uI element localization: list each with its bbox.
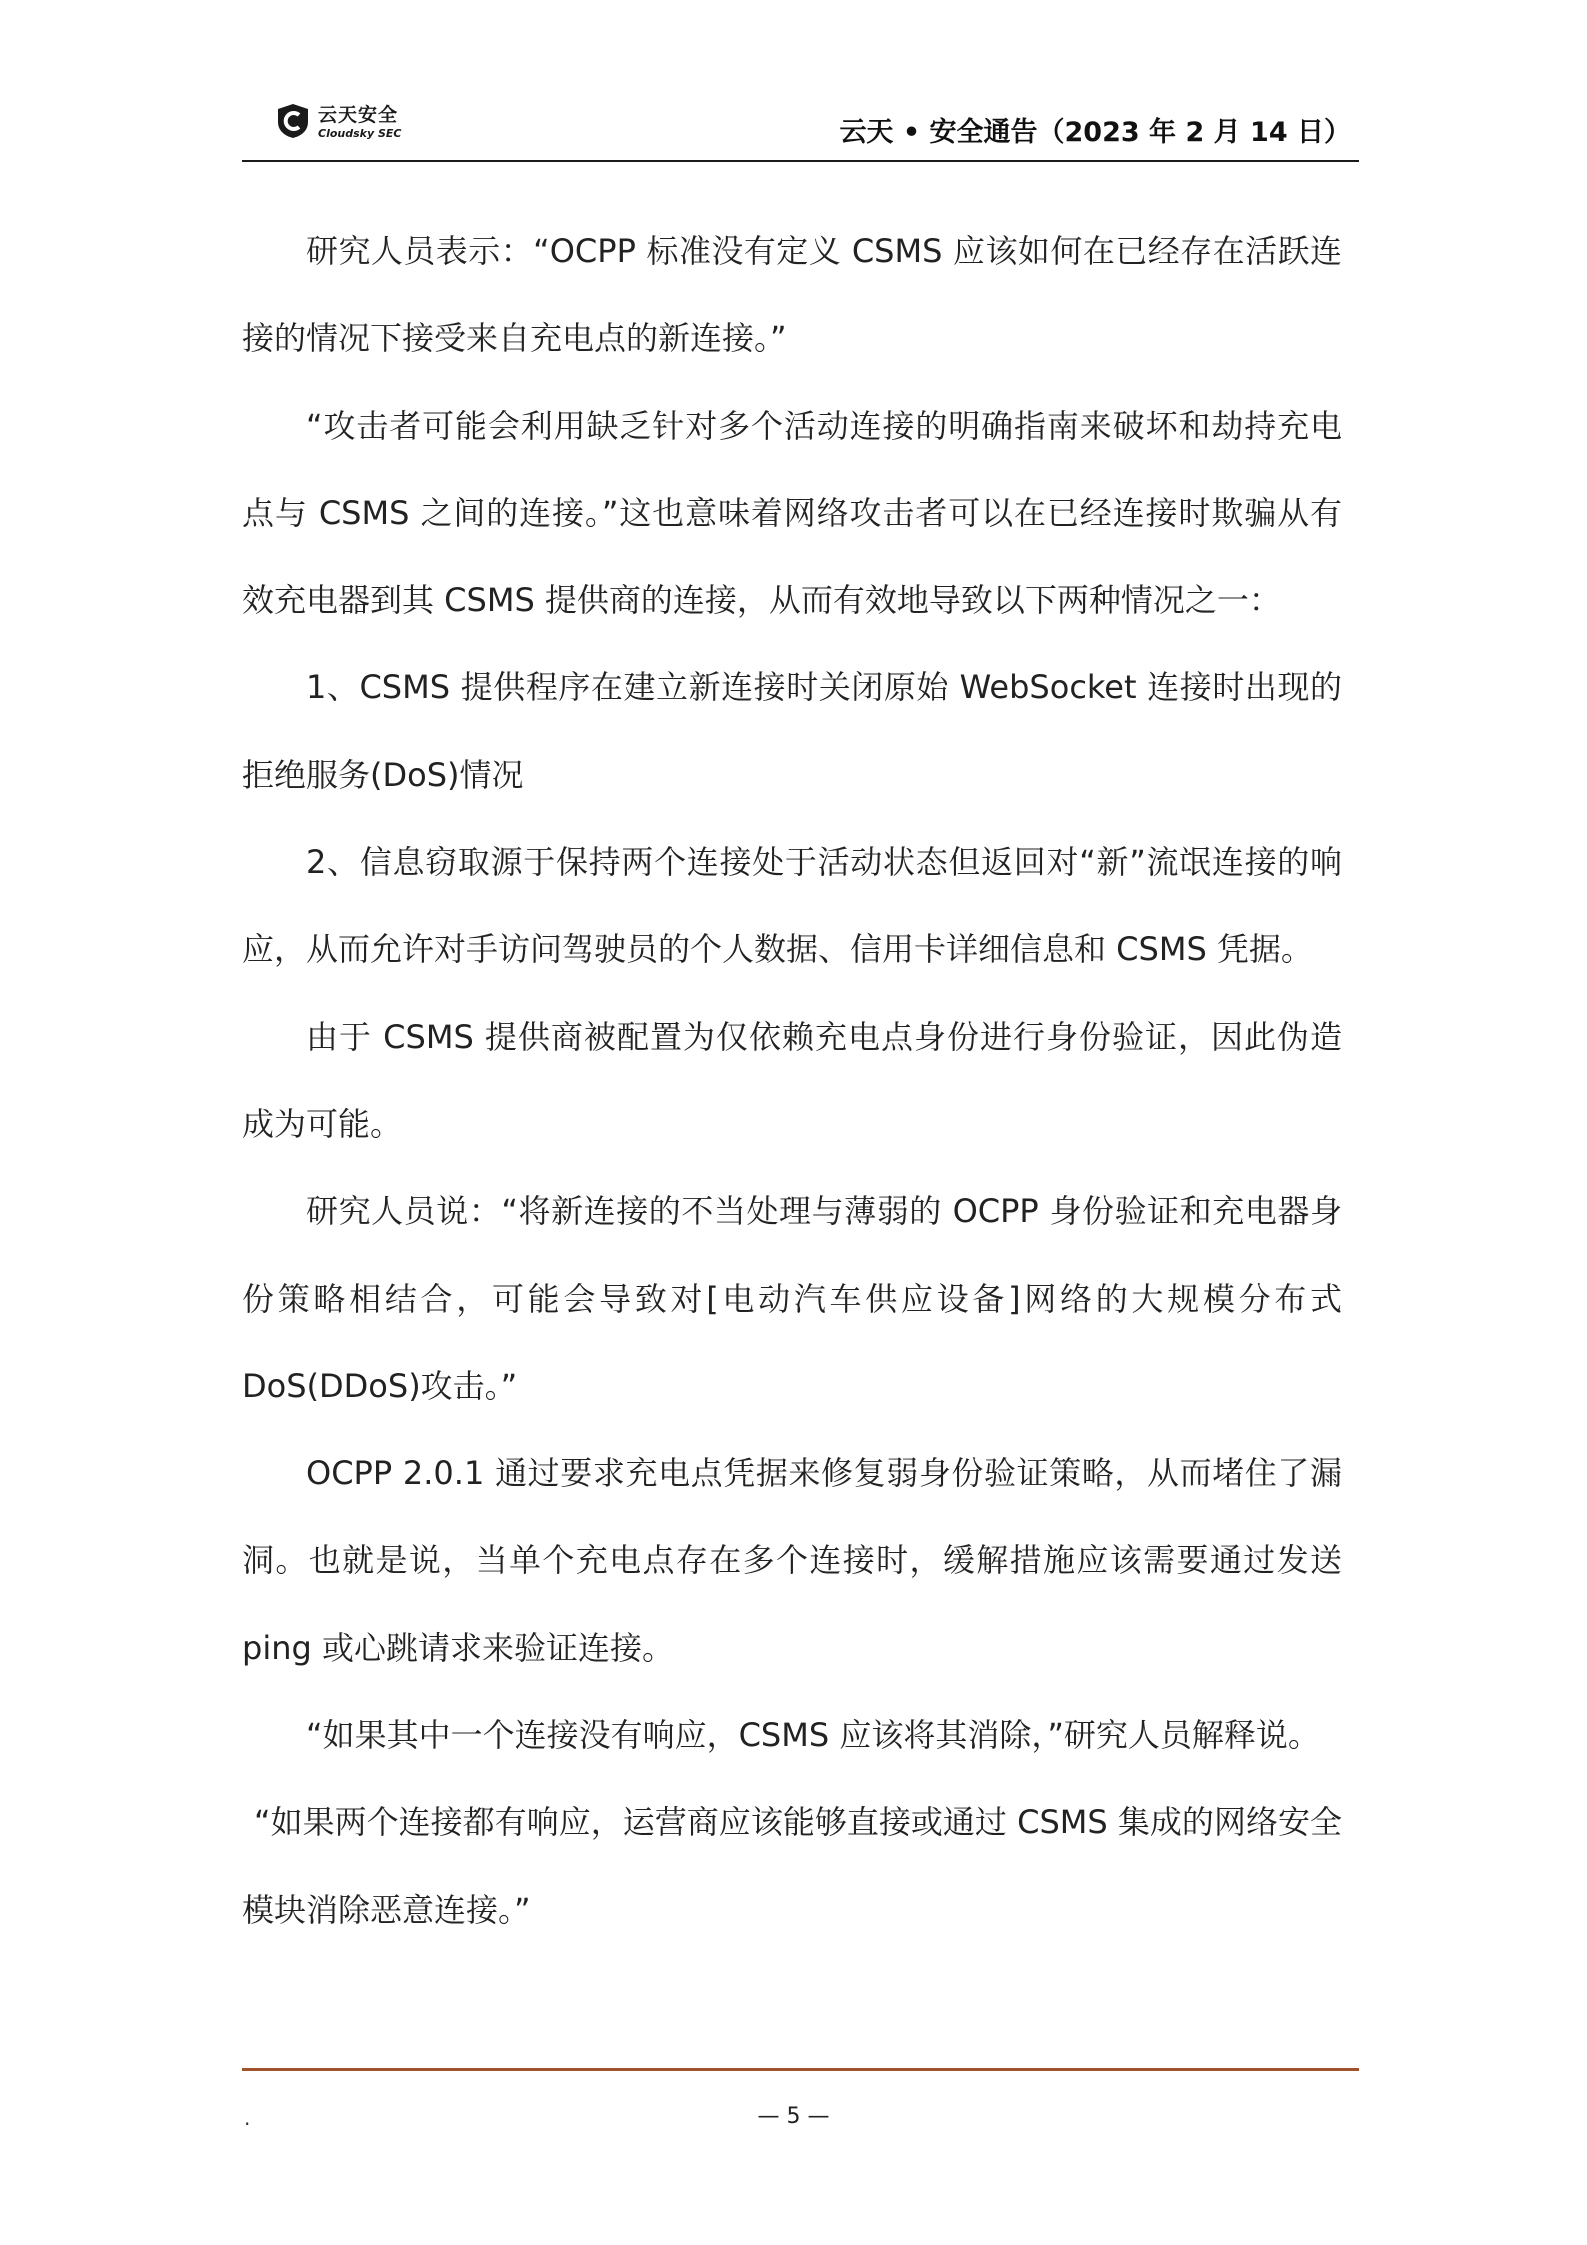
paragraph: 研究人员说：“将新连接的不当处理与薄弱的 OCPP 身份验证和充电器身份策略相结合，可能会导致对[电动汽车供应设备]网络的大规模分布式 DoS(DDoS)攻击。” [242, 1192, 1342, 1405]
paragraph: OCPP 2.0.1 通过要求充电点凭据来修复弱身份验证策略，从而堵住了漏洞。也就是说，当单个充电点存在多个连接时，缓解措施应该需要通过发送 ping 或心跳请求来验证连接。 [242, 1454, 1342, 1667]
cloudsky-logo [274, 100, 434, 148]
paragraph: “如果其中一个连接没有响应，CSMS 应该将其消除，”研究人员解释说。 [306, 1716, 1320, 1755]
shield-logo-icon [274, 102, 312, 140]
bulletin-title: 云天 • 安全通告（2023 年 2 月 14 日） [839, 117, 1351, 148]
paragraph: 2、信息窃取源于保持两个连接处于活动状态但返回对“新”流氓连接的响应，从而允许对手访问驾驶员的个人数据、信用卡详细信息和 CSMS 凭据。 [242, 843, 1342, 969]
page-header [242, 92, 1359, 160]
page-number: — 5 — [757, 2104, 830, 2129]
paragraph: 由于 CSMS 提供商被配置为仅依赖充电点身份进行身份验证，因此伪造成为可能。 [242, 1017, 1342, 1143]
logo-english-text: Cloudsky SEC [318, 127, 402, 140]
header-divider [242, 160, 1359, 162]
logo-chinese-text: 云天安全 [318, 104, 399, 126]
paragraph: “如果两个连接都有响应，运营商应该能够直接或通过 CSMS 集成的网络安全模块消除恶意连接。” [242, 1803, 1342, 1929]
article-body [242, 208, 1342, 1954]
footer-divider [242, 2068, 1359, 2071]
paragraph: 研究人员表示：“OCPP 标准没有定义 CSMS 应该如何在已经存在活跃连接的情况下接受来自充电点的新连接。” [242, 232, 1342, 358]
footer-dot: . [244, 2106, 251, 2130]
paragraph: “攻击者可能会利用缺乏针对多个活动连接的明确指南来破坏和劫持充电点与 CSMS 之间的连接。”这也意味着网络攻击者可以在已经连接时欺骗从有效充电器到其 CSMS 提供商的连接，从而有效地导致以下两种情况之一： [242, 406, 1342, 620]
paragraph: 1、CSMS 提供程序在建立新连接时关闭原始 WebSocket 连接时出现的拒绝服务(DoS)情况 [242, 668, 1342, 794]
